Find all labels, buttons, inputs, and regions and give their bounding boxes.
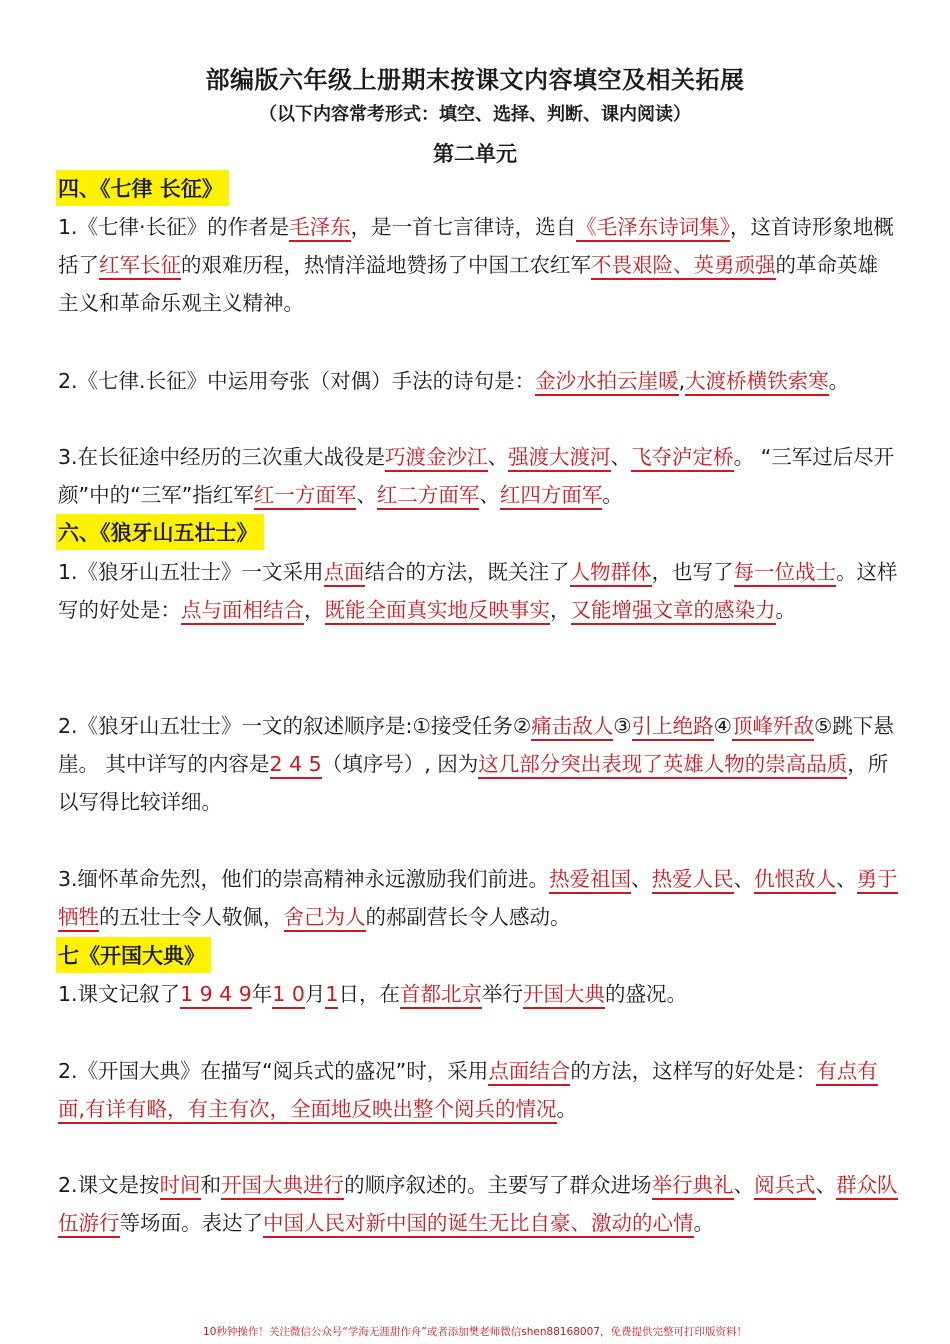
text: ，所以写得比较详细。 [58,752,889,814]
text: 2.《开国大典》在描写“阅兵式的盛况”时，采用 [58,1059,489,1083]
text: 。这样写的好处是： [58,560,898,622]
text: 、 [356,483,377,507]
answer: 群众队伍游行 [58,1173,898,1238]
answer: 引上绝路 [632,714,714,741]
section-heading-changzheng: 四、《七律 长征》 [56,170,229,206]
text: 的方法，这样写的好处是： [570,1059,817,1083]
text: 1.《狼牙山五壮士》一文采用 [58,560,324,584]
answer: 有点有面,有详有略，有主有次，全面地反映出整个阅兵的情况 [58,1059,878,1124]
section-heading-kaiguodadian: 七《开国大典》 [56,937,211,973]
answer: 红四方面军 [500,483,603,510]
answer: 点面 [324,560,365,587]
answer: 点面结合 [488,1059,570,1086]
paragraph-changzheng-2 [58,362,898,400]
text: 2.《狼牙山五壮士》一文的叙述顺序是:①接受任务② [58,714,532,738]
answer: 2 4 5 [270,752,322,779]
answer: 不畏艰险、英勇顽强 [591,253,776,280]
text: ， [304,598,325,622]
answer: 巧渡金沙江 [385,445,488,472]
answer: 红一方面军 [254,483,357,510]
text: 。 [693,1211,714,1235]
answer: 红军长征 [99,253,181,280]
text: , [678,369,686,393]
text: 、 [631,867,652,891]
text: ⑤跳下悬崖。 其中详写的内容是 [58,714,894,776]
text: 。 “三军过后尽开颜”中的“三军”指红军 [58,445,895,507]
page-subtitle: （以下内容常考形式：填空、选择、判断、课内阅读） [259,104,691,125]
section-heading-langyashan: 六、《狼牙山五壮士》 [56,514,264,550]
answer: 痛击敌人 [531,714,613,741]
answer: 这几部分突出表现了英雄人物的崇高品质 [478,752,847,779]
paragraph-langyashan-1 [58,553,898,629]
answer: 《毛泽东诗词集》 [576,215,730,242]
text: 年 [251,982,273,1006]
text: 。 [602,483,623,507]
text: 的盛况。 [604,982,687,1006]
text: 、 [733,867,755,891]
text: 1.《七律·长征》的作者是 [58,215,290,239]
text: 、 [610,445,632,469]
answer: 阅兵式 [754,1173,816,1200]
text: 2.课文是按 [58,1173,160,1197]
answer: 红二方面军 [377,483,480,510]
paragraph-langyashan-3 [58,860,898,936]
paragraph-kaiguodadian-1 [58,975,898,1013]
text: 、 [487,445,509,469]
answer: 1 0 [272,982,305,1009]
paragraph-changzheng-3 [58,438,898,514]
answer: 时间 [160,1173,201,1200]
text: 月 [304,982,326,1006]
answer: 人物群体 [570,560,652,587]
text: 和 [200,1173,222,1197]
text: 的郝副营长令人感动。 [365,905,571,929]
answer: 既能全面真实地反映事实 [325,598,551,625]
text: 3.缅怀革命先烈，他们的崇高精神永远激励我们前进。 [58,867,550,891]
text: ， [550,598,571,622]
answer: 毛泽东 [289,215,351,242]
paragraph-langyashan-2 [58,707,898,821]
text: （填序号）, 因为 [321,752,479,776]
text: 结合的方法，既关注了 [364,560,570,584]
text: ，这首诗形象地概括了 [58,215,894,277]
text: 、 [479,483,500,507]
answer: 开国大典进行 [221,1173,344,1200]
text: 等场面。表达了 [119,1211,263,1235]
text: 。 [556,1097,578,1121]
answer: 又能增强文章的感染力 [571,598,776,625]
answer: 大渡桥横铁索寒 [685,369,829,396]
answer: 点与面相结合 [181,598,304,625]
text: 的五壮士令人敬佩， [99,905,284,929]
answer: 1 [325,982,338,1009]
answer: 勇于牺牲 [58,867,898,932]
text: 的顺序叙述的。主要写了群众进场 [344,1173,652,1197]
answer: 飞夺泸定桥 [631,445,734,472]
answer: 热爱祖国 [549,867,631,894]
text: 2.《七律.长征》中运用夸张（对偶）手法的诗句是： [58,369,536,393]
answer: 开国大典 [523,982,605,1009]
text: 日，在 [338,982,400,1006]
answer: 金沙水拍云崖暖 [535,369,679,396]
text: 、 [815,1173,837,1197]
text: ，也写了 [651,560,734,584]
page-title: 部编版六年级上册期末按课文内容填空及相关拓展 [205,66,745,94]
text: 举行 [481,982,523,1006]
text: 1.课文记叙了 [58,982,181,1006]
answer: 中国人民对新中国的诞生无比自豪、激动的心情 [263,1211,694,1238]
text: 。 [775,598,796,622]
unit-heading: 第二单元 [433,142,517,166]
paragraph-changzheng-1 [58,208,898,322]
answer: 首都北京 [400,982,482,1009]
paragraph-kaiguodadian-2 [58,1052,898,1128]
text: 的革命英雄主义和革命乐观主义精神。 [58,253,878,315]
text: 的艰难历程，热情洋溢地赞扬了中国工农红军 [181,253,591,277]
text: ③ [613,714,632,738]
text: 3.在长征途中经历的三次重大战役是 [58,445,386,469]
answer: 1 9 4 9 [180,982,252,1009]
paragraph-kaiguodadian-3 [58,1166,898,1242]
text: ，是一首七言律诗，选自 [350,215,577,239]
text: 。 [828,369,850,393]
answer: 每一位战士 [734,560,837,587]
text: 、 [836,867,857,891]
answer: 舍己为人 [284,905,366,932]
answer: 顶峰歼敌 [732,714,814,741]
answer: 强渡大渡河 [508,445,611,472]
footer-promo: 10秒钟操作！关注微信公众号“学海无涯甜作舟”或者添加樊老师微信shen88168007，免费提供完整可打印版资料！ [203,1326,747,1338]
text: ④ [713,714,733,738]
text: 、 [733,1173,755,1197]
answer: 热爱人民 [652,867,734,894]
answer: 举行典礼 [652,1173,734,1200]
answer: 仇恨敌人 [754,867,836,894]
